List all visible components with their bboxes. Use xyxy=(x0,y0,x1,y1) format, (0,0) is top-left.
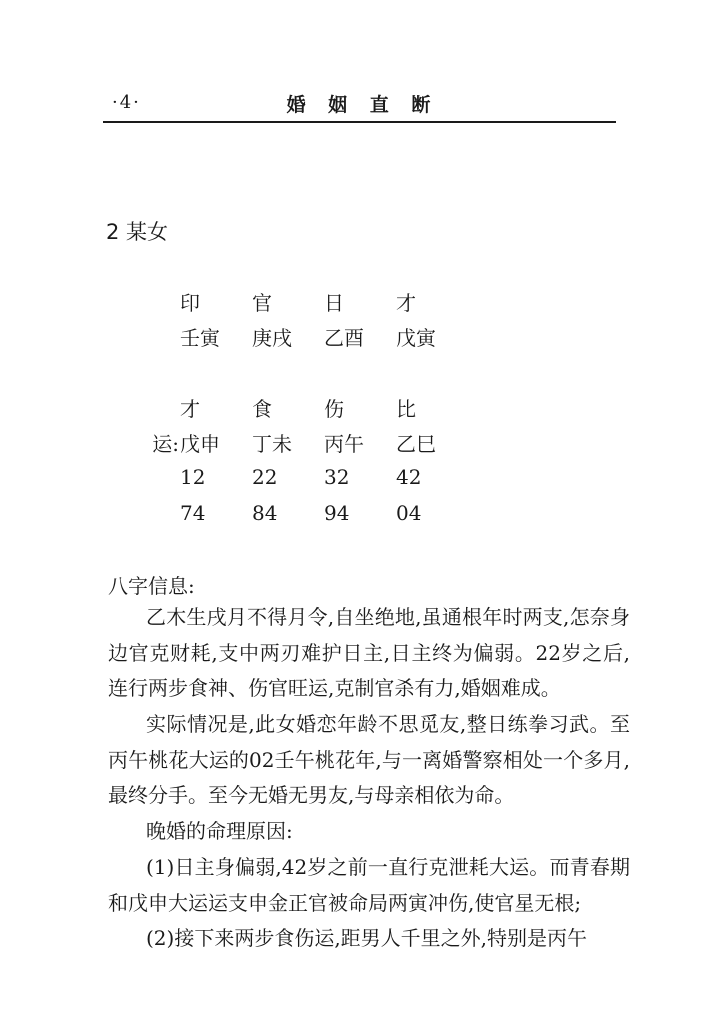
chart-cell: 乙巳 xyxy=(396,432,436,456)
chart-cell: 比 xyxy=(396,397,416,421)
luck-prefix: 运: xyxy=(152,432,179,456)
chart-cell: 乙酉 xyxy=(324,326,364,350)
chart-cell: 食 xyxy=(252,397,272,421)
chart-cell: 32 xyxy=(324,465,350,489)
reason-heading: 晚婚的命理原因: xyxy=(146,819,293,843)
chart-cell: 戊寅 xyxy=(396,326,436,350)
chart-cell: 戊申 xyxy=(180,432,220,456)
reason-item-2: (2)接下来两步食伤运,距男人千里之外,特别是丙午 xyxy=(146,926,588,950)
chart-cell: 42 xyxy=(396,465,422,489)
chart-cell: 22 xyxy=(252,465,278,489)
chart-cell: 84 xyxy=(252,501,278,525)
chart-cell: 12 xyxy=(180,465,206,489)
chart-cell: 才 xyxy=(396,291,416,315)
paragraph-analysis: 乙木生戌月不得月令,自坐绝地,虽通根年时两支,怎奈身边官克财耗,支中两刃难护日主,日主终为偏弱。22岁之后,连行两步食神、伤官旺运,克制官杀有力,婚姻难成。 xyxy=(108,605,630,700)
chart-cell: 印 xyxy=(180,291,200,315)
section-title: 2 某女 xyxy=(106,220,169,244)
paragraph-actual: 实际情况是,此女婚恋年龄不思觅友,整日练拳习武。至丙午桃花大运的02壬午桃花年,与一离婚警察相处一个多月,最终分手。至今无婚无男友,与母亲相依为命。 xyxy=(108,712,630,807)
chart-cell: 04 xyxy=(396,501,422,525)
chart-cell: 丁未 xyxy=(252,432,292,456)
running-title: 婚 姻 直 断 xyxy=(286,94,439,116)
header-divider xyxy=(103,121,616,123)
bazi-info-heading: 八字信息: xyxy=(108,574,195,598)
chart-cell: 才 xyxy=(180,397,200,421)
chart-cell: 官 xyxy=(252,291,272,315)
reason-item-1: (1)日主身偏弱,42岁之前一直行克泄耗大运。而青春期和戊申大运运支申金正官被命局两寅冲伤,使官星无根; xyxy=(108,855,630,915)
chart-cell: 庚戌 xyxy=(252,326,292,350)
chart-cell: 壬寅 xyxy=(180,326,220,350)
chart-cell: 94 xyxy=(324,501,350,525)
chart-cell: 74 xyxy=(180,501,206,525)
chart-cell: 伤 xyxy=(324,397,344,421)
page-number: ·4· xyxy=(112,92,141,113)
chart-cell: 日 xyxy=(324,291,344,315)
chart-cell: 丙午 xyxy=(324,432,364,456)
